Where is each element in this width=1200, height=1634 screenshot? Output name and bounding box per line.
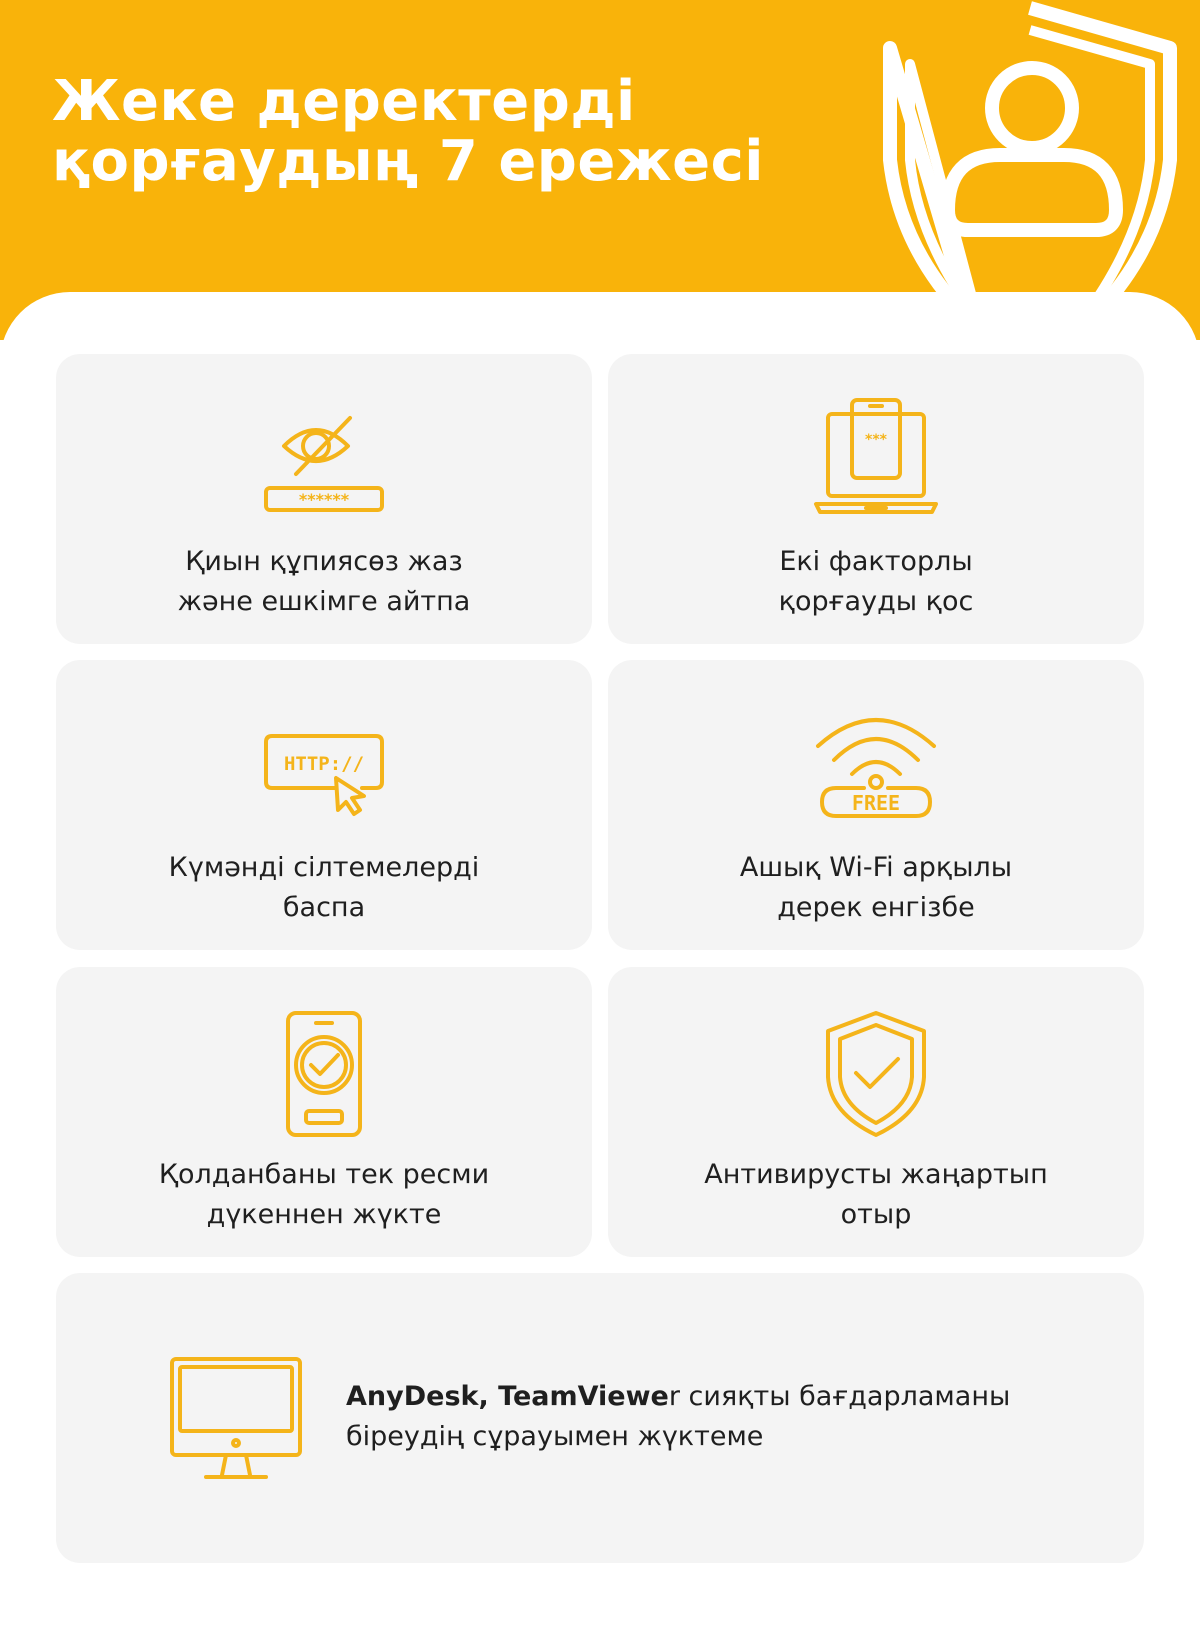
rule-card-password	[56, 354, 592, 644]
rule-card-remote-access	[56, 1273, 1144, 1563]
title-line-1: Жеке деректерді	[52, 69, 636, 134]
http-link-icon	[254, 702, 394, 832]
rule-card-official-store	[56, 967, 592, 1257]
svg-text:FREE: FREE	[851, 791, 901, 815]
rule-label: Қиын құпиясөз жаз және ешкімге айтпа	[177, 546, 471, 617]
header-banner	[0, 0, 1200, 340]
rule-label: AnyDesk, TeamViewer сияқты бағдарламаны біреудің сұрауымен жүктеме	[346, 1381, 1011, 1452]
shield-check-icon	[806, 1009, 946, 1139]
monitor-icon	[166, 1355, 306, 1485]
free-wifi-icon	[806, 702, 946, 832]
svg-text:***: ***	[865, 432, 887, 448]
rule-card-links	[56, 660, 592, 950]
rule-card-wifi	[608, 660, 1144, 950]
rule-label: Антивирусты жаңартып отыр	[704, 1159, 1048, 1230]
svg-text:******: ******	[298, 490, 350, 509]
eye-password-icon	[254, 396, 394, 526]
phone-check-icon	[254, 1009, 394, 1139]
laptop-phone-icon	[806, 396, 946, 526]
svg-text:HTTP://: HTTP://	[283, 753, 365, 775]
rule-card-two-factor	[608, 354, 1144, 644]
rule-card-antivirus	[608, 967, 1144, 1257]
title-line-2: қорғаудың 7 ережесі	[52, 129, 764, 194]
rule-label: Күмәнді сілтемелерді баспа	[168, 852, 480, 923]
rule-label: Екі факторлы қорғауды қос	[778, 546, 974, 617]
page-title	[52, 69, 764, 194]
rule-label: Қолданбаны тек ресми дүкеннен жүкте	[158, 1159, 490, 1230]
rule-label: Ашық Wi-Fi арқылы дерек енгізбе	[739, 852, 1013, 923]
shield-user-icon	[860, 0, 1200, 320]
